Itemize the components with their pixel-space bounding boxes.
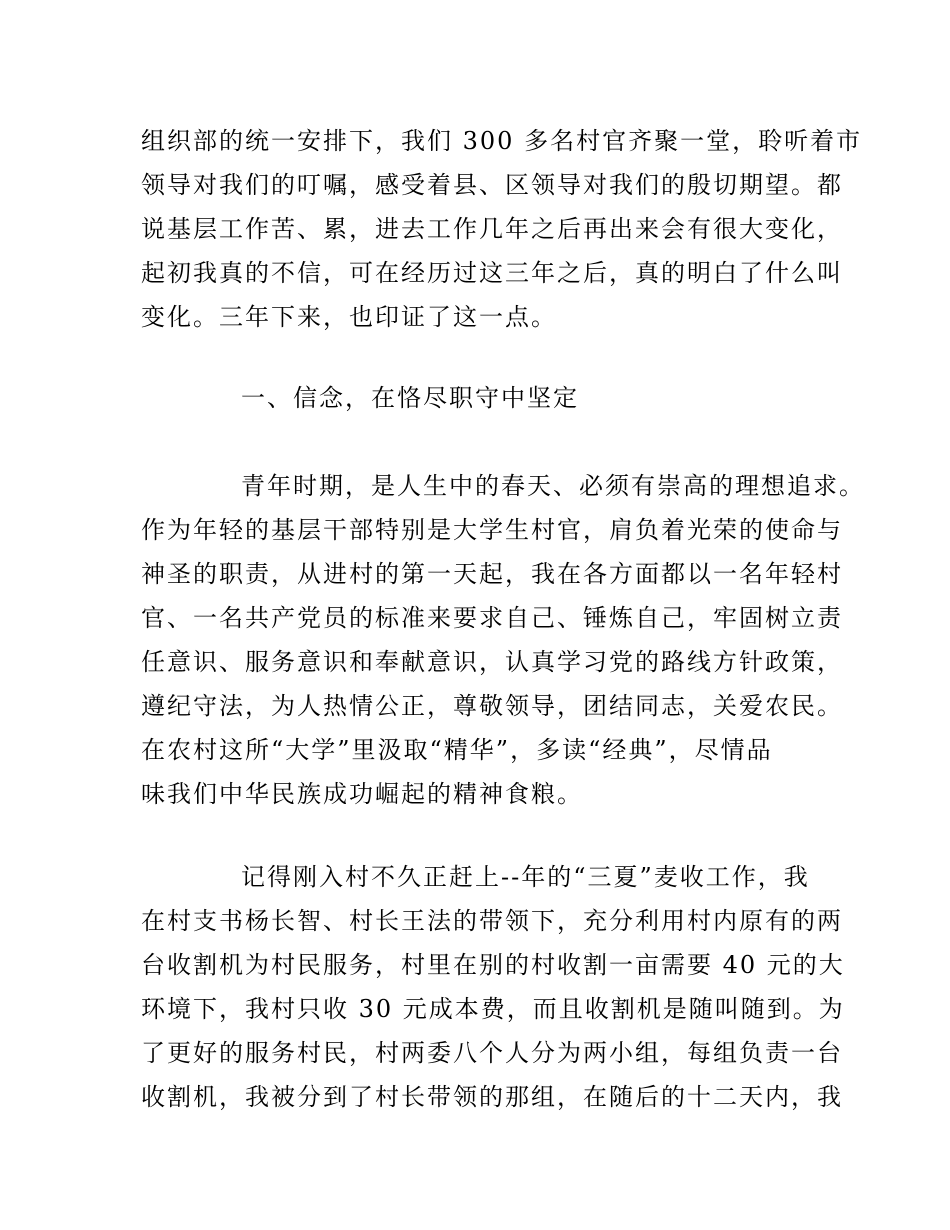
intro-line-4: 起初我真的不信，可在经历过这三年之后，真的明白了什么叫 <box>141 259 843 287</box>
para1-line-1: 青年时期，是人生中的春天、必须有崇高的理想追求。 <box>241 472 865 500</box>
para1-line-6: 遵纪守法，为人热情公正，尊敬领导，团结同志，关爱农民。 <box>141 692 843 720</box>
section-heading: 一、信念，在恪尽职守中坚定 <box>241 384 579 412</box>
para2-line-3: 台收割机为村民服务，村里在别的村收割一亩需要 40 元的大 <box>141 951 845 979</box>
para2-line-5: 了更好的服务村民，村两委八个人分为两小组，每组负责一台 <box>141 1039 843 1067</box>
intro-line-3: 说基层工作苦、累，进去工作几年之后再出来会有很大变化， <box>141 215 843 243</box>
intro-line-5: 变化。三年下来，也印证了这一点。 <box>141 303 557 331</box>
para1-line-4: 官、一名共产党员的标准来要求自己、锤炼自己，牢固树立责 <box>141 604 843 632</box>
para1-line-2: 作为年轻的基层干部特别是大学生村官，肩负着光荣的使命与 <box>141 516 843 544</box>
para1-line-3: 神圣的职责，从进村的第一天起，我在各方面都以一名年轻村 <box>141 560 843 588</box>
intro-line-1: 组织部的统一安排下，我们 300 多名村官齐聚一堂，聆听着市 <box>141 127 863 155</box>
intro-line-2: 领导对我们的叮嘱，感受着县、区领导对我们的殷切期望。都 <box>141 171 843 199</box>
para2-line-6: 收割机，我被分到了村长带领的那组，在随后的十二天内，我 <box>141 1083 843 1111</box>
para2-line-4: 环境下，我村只收 30 元成本费，而且收割机是随叫随到。为 <box>141 995 845 1023</box>
para1-line-8: 味我们中华民族成功崛起的精神食粮。 <box>141 780 583 808</box>
para2-line-2: 在村支书杨长智、村长王法的带领下，充分利用村内原有的两 <box>141 907 843 935</box>
para1-line-7: 在农村这所“大学”里汲取“精华”，多读“经典”，尽情品 <box>141 736 773 764</box>
para2-line-1: 记得刚入村不久正赶上--年的“三夏”麦收工作，我 <box>241 863 810 891</box>
para1-line-5: 任意识、服务意识和奉献意识，认真学习党的路线方针政策， <box>141 648 843 676</box>
